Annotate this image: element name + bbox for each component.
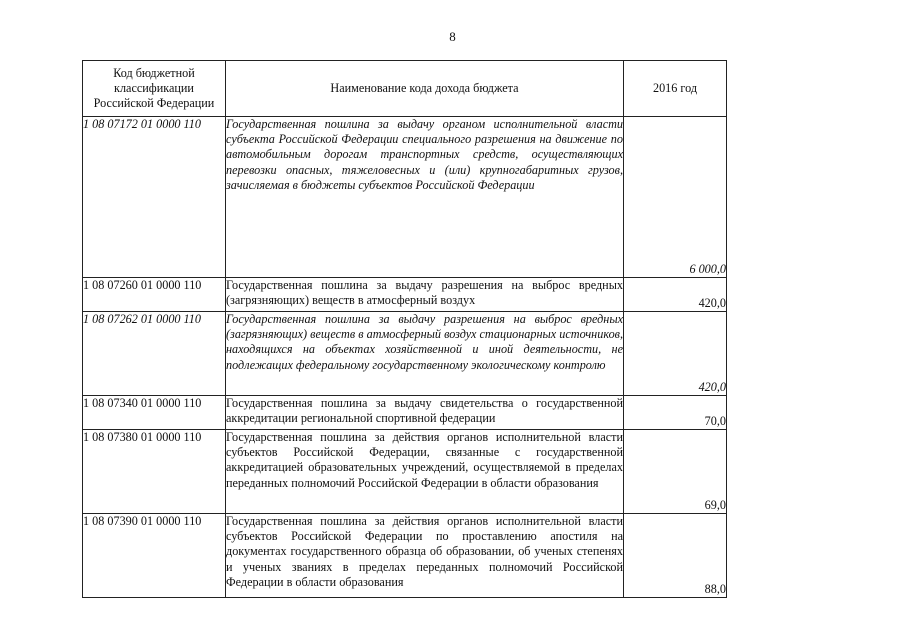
row-code: 1 08 07262 01 0000 110 <box>83 312 226 396</box>
budget-revenue-table <box>82 60 727 598</box>
table-row <box>83 396 727 430</box>
row-amount: 420,0 <box>624 278 727 312</box>
row-name: Государственная пошлина за выдачу разрешения на выброс вредных (загрязняющих) веществ в атмосферный воздух <box>226 278 624 312</box>
table-header-row <box>83 61 727 117</box>
table-row <box>83 312 727 396</box>
table-row <box>83 514 727 598</box>
row-name: Государственная пошлина за выдачу органом исполнительной власти субъекта Российской Федерации специального разрешения на движение по автомобильным дорогам транспортных средств, осуществляющих перевозки опасных, тяжеловесных и (или) крупногабаритных грузов, зачисляемая в бюджеты субъектов Российской Федерации <box>226 117 624 278</box>
row-code: 1 08 07172 01 0000 110 <box>83 117 226 278</box>
row-amount: 88,0 <box>624 514 727 598</box>
row-amount: 69,0 <box>624 430 727 514</box>
row-amount: 420,0 <box>624 312 727 396</box>
table-row <box>83 430 727 514</box>
header-name: Наименование кода дохода бюджета <box>226 61 624 117</box>
page-number: 8 <box>449 29 456 44</box>
row-name: Государственная пошлина за действия органов исполнительной власти субъектов Российской Федерации, связанные с государственной аккредитацией образовательных учреждений, осуществляемой в пределах переданных полномочий Российской Федерации в области образования <box>226 430 624 514</box>
row-code: 1 08 07390 01 0000 110 <box>83 514 226 598</box>
row-name: Государственная пошлина за выдачу свидетельства о государственной аккредитации региональной спортивной федерации <box>226 396 624 430</box>
row-code: 1 08 07260 01 0000 110 <box>83 278 226 312</box>
row-amount: 70,0 <box>624 396 727 430</box>
row-amount: 6 000,0 <box>624 117 727 278</box>
row-name: Государственная пошлина за действия органов исполнительной власти субъектов Российской Федерации по проставлению апостиля на документах государственного образца об образовании, об ученых степенях и ученых званиях в пределах переданных полномочий Российской Федерации в области образования <box>226 514 624 598</box>
row-code: 1 08 07380 01 0000 110 <box>83 430 226 514</box>
row-code: 1 08 07340 01 0000 110 <box>83 396 226 430</box>
header-year: 2016 год <box>624 61 727 117</box>
table-row <box>83 278 727 312</box>
table-row <box>83 117 727 278</box>
row-name: Государственная пошлина за выдачу разрешения на выброс вредных (загрязняющих) веществ в атмосферный воздух стационарных источников, находящихся на объектах хозяйственной и иной деятельности, не подлежащих федеральному государственному экологическому контролю <box>226 312 624 396</box>
header-code: Код бюджетной классификации Российской Федерации <box>83 61 226 117</box>
